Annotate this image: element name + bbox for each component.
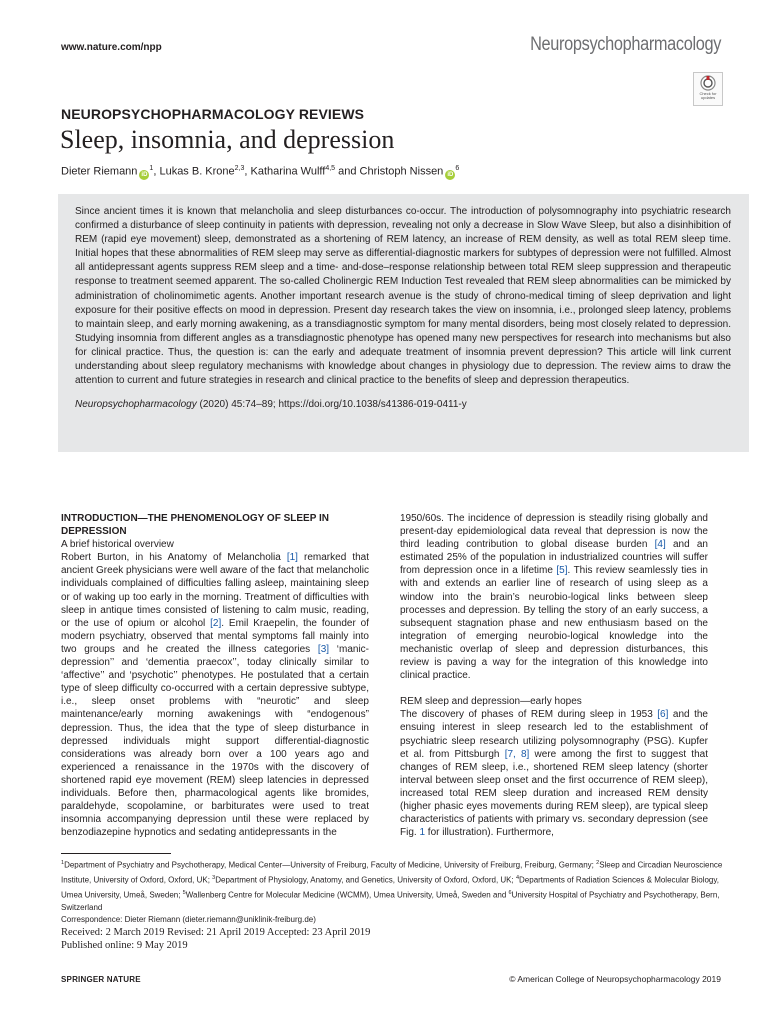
body-text: . Emil Kraepelin, the founder of modern psychiatry, observed that mental symptoms fall mainly into two groups and he created the illness categories [61, 617, 369, 655]
journal-name: Neuropsychopharmacology [529, 34, 721, 55]
reference-link[interactable]: [4] [654, 539, 666, 551]
subsection-heading: A brief historical overview [61, 539, 174, 551]
affiliation-text: Sleep and Circadian Neuroscience Institute, University of Oxford, Oxford, UK; [61, 860, 723, 885]
citation-journal: Neuropsychopharmacology [75, 399, 197, 411]
journal-url[interactable]: www.nature.com/npp [61, 42, 162, 53]
body-text: The discovery of phases of REM during sleep in 1953 [400, 709, 658, 721]
affiliation-number: 4 [515, 874, 520, 881]
affiliation-number: 3 [212, 874, 216, 881]
publisher-logo: SPRINGER NATURE [61, 975, 141, 984]
author-name: Lukas B. Krone [159, 165, 235, 178]
affiliation-superscript: 2,3 [234, 165, 245, 172]
body-text: were among the first to suggest that changes of REM sleep, i.e., shortened REM sleep latency (shorter interval between sleep onset and the first occurrence of REM sleep), increased total REM sleep duration and increased REM density (higher phasic eyes movements during REM sleep), are typical sleep characteristics of patients with primary vs. secondary depression (see Fig. [400, 748, 708, 839]
body-paragraph [61, 551, 369, 839]
affiliations-footnote [61, 857, 729, 926]
section-heading: INTRODUCTION—THE PHENOMENOLOGY OF SLEEP IN DEPRESSION [61, 513, 329, 538]
affiliation-superscript: 1 [149, 165, 154, 172]
affiliation-text: Wallenberg Centre for Molecular Medicine (WCMM), Umea University, Umeå, Sweden and [185, 890, 509, 900]
affiliation-text: University Hospital of Psychiatry and Psychotherapy, Bern, Switzerland [61, 890, 720, 912]
right-column [400, 512, 708, 839]
author-separator: , [244, 165, 251, 178]
body-paragraph [400, 512, 708, 682]
affiliation-text: Department of Physiology, Anatomy, and Genetics, University of Oxford, Oxford, UK; [215, 875, 516, 885]
reference-link[interactable]: [1] [286, 552, 298, 564]
author-name: Katharina Wulff [250, 165, 326, 178]
body-text: 1950/60s. The incidence of depression is steadily rising globally and present-day epidemiological data reveal that depression is now the third leading contribution to global disease burden [400, 513, 708, 551]
subsection-heading: REM sleep and depression—early hopes [400, 696, 582, 708]
body-text: and an estimated 25% of the population in industrialized countries will suffer from depression once in a lifetime [400, 539, 708, 577]
reference-link[interactable]: [6] [657, 709, 669, 721]
affiliation-number: 2 [596, 860, 600, 866]
body-text: and the ensuing interest in sleep research led to the establishment of psychiatric sleep research utilizing polysomnography (PSG). Kupfer et al. from Pittsburgh [400, 709, 708, 760]
page-title: Sleep, insomnia, and depression [60, 125, 395, 154]
affiliation-number: 5 [182, 889, 186, 896]
correspondence-line: Correspondence: Dieter Riemann (dieter.riemann@uniklinik-freiburg.de) [61, 914, 316, 924]
reference-link[interactable]: [7, 8] [504, 748, 530, 760]
article-series: NEUROPSYCHOPHARMACOLOGY REVIEWS [61, 106, 365, 122]
orcid-icon[interactable]: iD [447, 171, 454, 178]
left-column [61, 512, 369, 839]
author-list [61, 165, 459, 180]
abstract-text: Since ancient times it is known that melancholia and sleep disturbances co-occur. The introduction of polysomnography into psychiatric research confirmed a disturbance of sleep continuity in patients with depression, revealing not only a decrease in Slow Wave Sleep, but also a disinhibition of REM (rapid eye movement) sleep, demonstrated as a shortening of REM latency, an increase of REM density, as well as total REM sleep time. Initial hopes that these abnormalities of REM sleep may serve as differential-diagnostic markers for subtypes of depression were not fulfilled. Almost all antidepressant agents suppress REM sleep and a time- and-dose–response relationship between total REM sleep suppression and therapeutic response to treatment seemed apparent. The so-called Cholinergic REM Induction Test revealed that REM sleep abnormalities can be mimicked by administration of cholinomimetic agents. Another important research avenue is the study of chrono-medical timing of sleep deprivation and light exposure for their positive effects on mood in depression. Present day research takes the view on insomnia, i.e., prolonged sleep latency, problems to maintain sleep, and early morning awakening, as a transdiagnostic symptom for many mental disorders, being most closely related to depression. Studying insomnia from different angles as a transdiagnostic phenotype has opened many new perspectives for research into mechanisms but also for clinical practice. Thus, the question is: can the early and adequate treatment of insomnia prevent depression? This article will link current understanding about sleep regulatory mechanisms with knowledge about changes in physiology due to depression. The review aims to draw the attention to current and future strategies in research and clinical practice to the benefits of sleep and depression therapeutics. [75, 206, 731, 387]
footnote-divider [61, 853, 171, 854]
abstract-box [58, 194, 749, 452]
received-dates: Received: 2 March 2019 Revised: 21 April 2019 Accepted: 23 April 2019 [61, 927, 371, 938]
reference-link[interactable]: [5] [556, 565, 568, 577]
affiliation-superscript: 4,5 [325, 165, 336, 172]
reference-link[interactable]: [3] [317, 643, 330, 655]
crossmark-badge[interactable] [693, 72, 723, 106]
orcid-icon[interactable]: iD [141, 171, 148, 178]
reference-link[interactable]: 1 [419, 827, 426, 839]
paragraph-gap [400, 682, 708, 695]
copyright-notice: © American College of Neuropsychopharmacology 2019 [509, 974, 721, 984]
crossmark-label: Check for updates [699, 91, 717, 100]
affiliation-number: 6 [508, 889, 512, 896]
body-text: for illustration). Furthermore, [425, 827, 554, 839]
affiliation-text: Departments of Radiation Sciences & Molecular Biology, Umea University, Umeå, Sweden; [61, 875, 719, 900]
affiliation-superscript: 6 [455, 165, 460, 172]
body-text: Robert Burton, in his Anatomy of Melancholia [61, 552, 287, 564]
article-dates [61, 926, 561, 952]
affiliation-list [61, 857, 729, 914]
body-paragraph [400, 708, 708, 839]
author-separator: , [153, 165, 160, 178]
body-text: . This review seamlessly ties in with and extends an earlier line of research of using sleep as a window into the brain’s neurobio-logical links between sleep processes and depression. By telling the story of an early success, a subsequent stagnation phase and new enthusiasm based on the integration of emerging neurobio-logical knowledge into the mechanistic overlap of sleep and depression disturbances, this review is paving a way for the integration of this knowledge into clinical practice. [400, 565, 708, 682]
citation-line [75, 399, 731, 410]
author-name: Dieter Riemann [61, 165, 138, 178]
body-text: remarked that ancient Greek physicians were well aware of the fact that melancholic individuals complained of difficulties falling asleep, maintaining sleep or of waking up too early in the morning. Treatment of difficulties with sleep in antique times consisted of listening to calm music, reading, or the use of opium or alcohol [61, 552, 369, 629]
reference-link[interactable]: [2] [210, 617, 222, 629]
author-name: Christoph Nissen [359, 165, 444, 178]
body-text: ‘manic-depression’’ and ‘dementia praecox’’, today clinically similar to ‘affective’’ and ‘psychotic’’ phenotypes. He postulated that a certain type of sleep difficulty co-occurred with a certain depressive subtype, i.e., sleep onset problems with “neurotic” and sleep maintenance/early morning awakenings with “endogenous” depression. Thus, the idea that the type of sleep disturbance in depressed individuals might support differential-diagnostic considerations was already born over a 100 years ago and experienced a renaissance in the 1970s with the discovery of shortened rapid eye movement (REM) sleep latencies in depressed individuals. Before then, pharmacological agents like bromides, paraldehyde, scopolamine, or barbiturates were used to treat insomnia accompanying depression until these were replaced by benzodiazepine hypnotics and sedating antidepressants in the [61, 643, 369, 839]
affiliation-text: Department of Psychiatry and Psychotherapy, Medical Center—University of Freiburg, Faculty of Medicine, University of Freiburg, Freiburg, Germany; [64, 860, 597, 870]
published-date: Published online: 9 May 2019 [61, 940, 188, 951]
citation-details[interactable]: (2020) 45:74–89; https://doi.org/10.1038/s41386-019-0411-y [196, 399, 467, 411]
crossmark-icon [700, 75, 716, 91]
affiliation-number: 1 [61, 860, 65, 866]
author-separator: and [335, 165, 360, 178]
